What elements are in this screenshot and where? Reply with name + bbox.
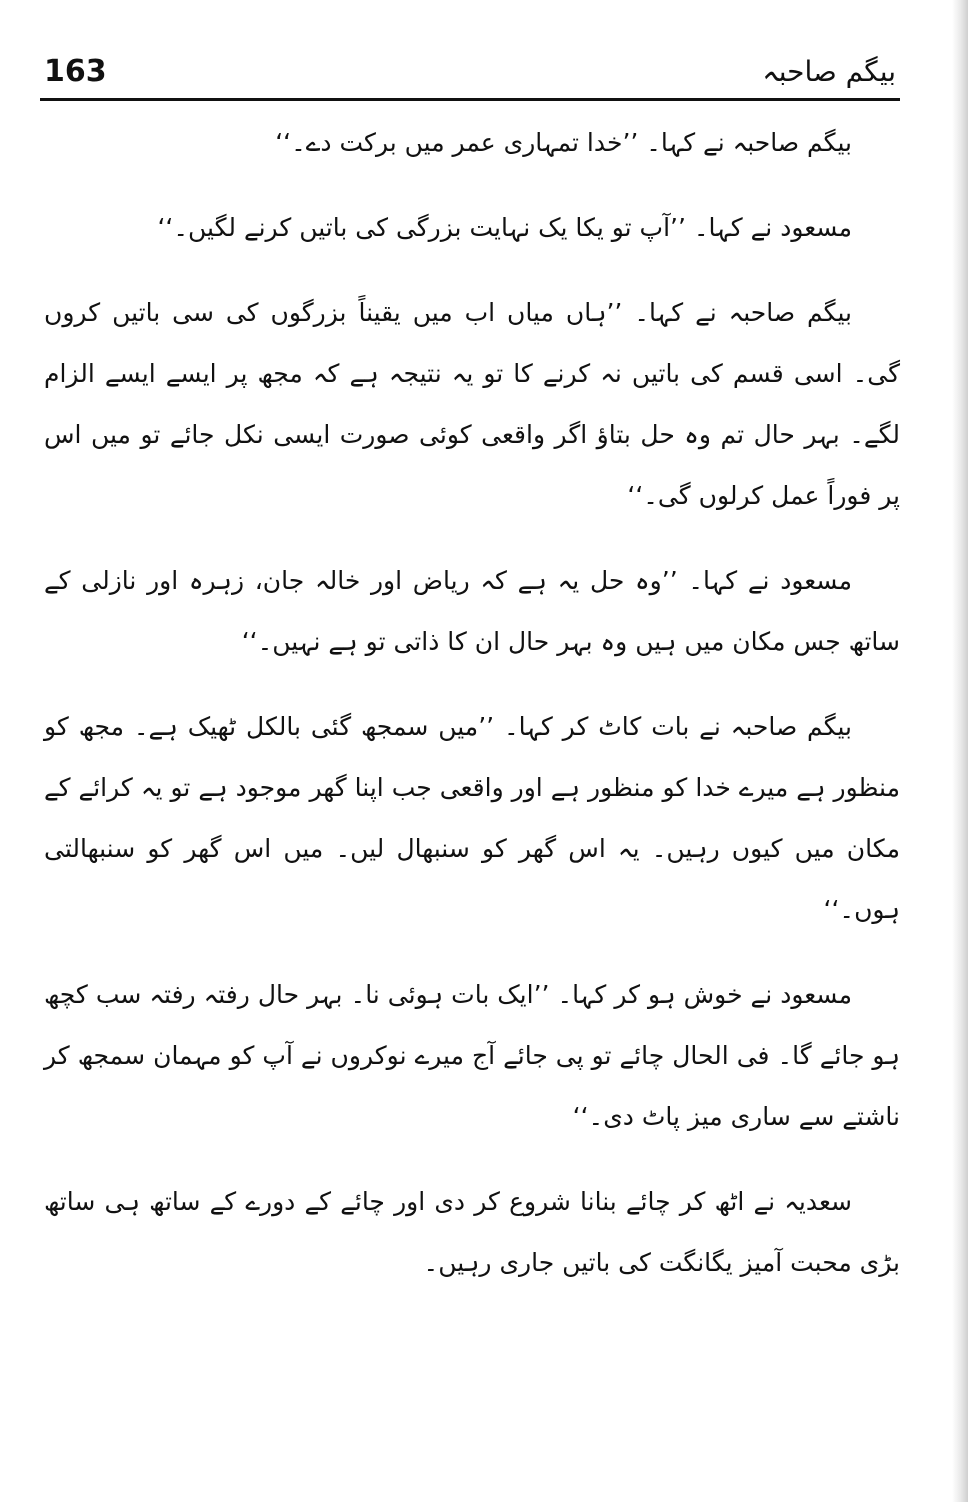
- body-text: [44, 112, 900, 1315]
- paragraph-5: بیگم صاحبہ نے بات کاٹ کر کہا۔ ’’میں سمجھ گئی بالکل ٹھیک ہے۔ مجھ کو منظور ہے میرے خدا کو منظور ہے اور واقعی جب اپنا گھر موجود ہے تو یہ کرائے کے مکان میں کیوں رہیں۔ یہ اس گھر کو سنبھال لیں۔ میں اس گھر کو سنبھالتی ہوں۔‘‘: [44, 712, 900, 924]
- paragraph-1: بیگم صاحبہ نے کہا۔ ’’خدا تمہاری عمر میں برکت دے۔‘‘: [275, 128, 852, 157]
- header-rule: [40, 98, 900, 101]
- paragraph-4: مسعود نے کہا۔ ’’وہ حل یہ ہے کہ ریاض اور خالہ جان، زہرہ اور نازلی کے ساتھ جس مکان میں ہیں وہ بہر حال ان کا ذاتی تو ہے نہیں۔‘‘: [44, 566, 900, 656]
- paragraph-7: سعدیہ نے اٹھ کر چائے بنانا شروع کر دی اور چائے کے دورے کے ساتھ ہی ساتھ بڑی محبت آمیز یگانگت کی باتیں جاری رہیں۔: [44, 1187, 900, 1277]
- paragraph-3: بیگم صاحبہ نے کہا۔ ’’ہاں میاں اب میں یقیناً بزرگوں کی سی باتیں کروں گی۔ اسی قسم کی باتیں نہ کرنے کا تو یہ نتیجہ ہے کہ مجھ پر ایسے ایسے الزام لگے۔ بہر حال تم وہ حل بتاؤ اگر واقعی کوئی صورت ایسی نکل جائے تو میں اس پر فوراً عمل کرلوں گی۔‘‘: [44, 298, 900, 510]
- running-title: بیگم صاحبہ: [762, 55, 896, 88]
- paragraph-2: مسعود نے کہا۔ ’’آپ تو یکا یک نہایت بزرگی کی باتیں کرنے لگیں۔‘‘: [157, 213, 852, 242]
- page-edge-shadow: [952, 0, 968, 1502]
- page-number: 163: [44, 54, 107, 89]
- page-header: [40, 48, 900, 98]
- paragraph-6: مسعود نے خوش ہو کر کہا۔ ’’ایک بات ہوئی نا۔ بہر حال رفتہ رفتہ سب کچھ ہو جائے گا۔ فی الحال چائے تو پی جائے آج میرے نوکروں نے آپ کو مہمان سمجھ کر ناشتے سے ساری میز پاٹ دی۔‘‘: [44, 980, 900, 1131]
